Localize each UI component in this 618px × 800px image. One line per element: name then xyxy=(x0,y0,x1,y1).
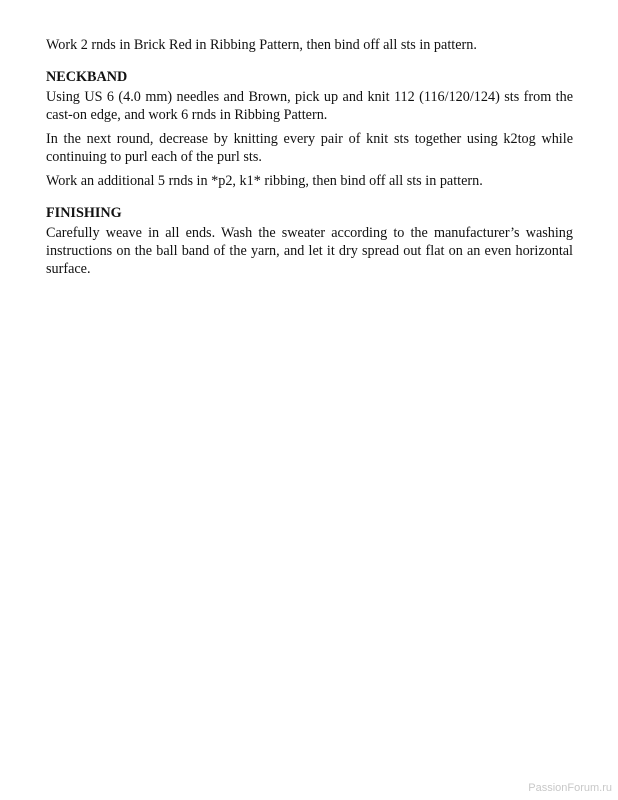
watermark: PassionForum.ru xyxy=(528,782,612,794)
neckband-heading: NECKBAND xyxy=(46,69,128,85)
finishing-paragraph-1: Carefully weave in all ends. Wash the sweater according to the manufacturer’s washing instructions on the ball band of the yarn, and let it dry spread out flat on an even horizontal surface. xyxy=(46,225,573,277)
neckband-paragraph-1: Using US 6 (4.0 mm) needles and Brown, pick up and knit 112 (116/120/124) sts from the cast-on edge, and work 6 rnds in Ribbing Pattern. xyxy=(46,89,573,123)
finishing-heading: FINISHING xyxy=(46,205,122,221)
intro-paragraph: Work 2 rnds in Brick Red in Ribbing Pattern, then bind off all sts in pattern. xyxy=(46,37,477,53)
neckband-paragraph-3: Work an additional 5 rnds in *p2, k1* ribbing, then bind off all sts in pattern. xyxy=(46,173,483,189)
neckband-section xyxy=(46,68,573,190)
finishing-section xyxy=(46,204,573,278)
document-page xyxy=(46,36,573,284)
neckband-paragraph-2: In the next round, decrease by knitting every pair of knit sts together using k2tog while continuing to purl each of the purl sts. xyxy=(46,131,573,165)
